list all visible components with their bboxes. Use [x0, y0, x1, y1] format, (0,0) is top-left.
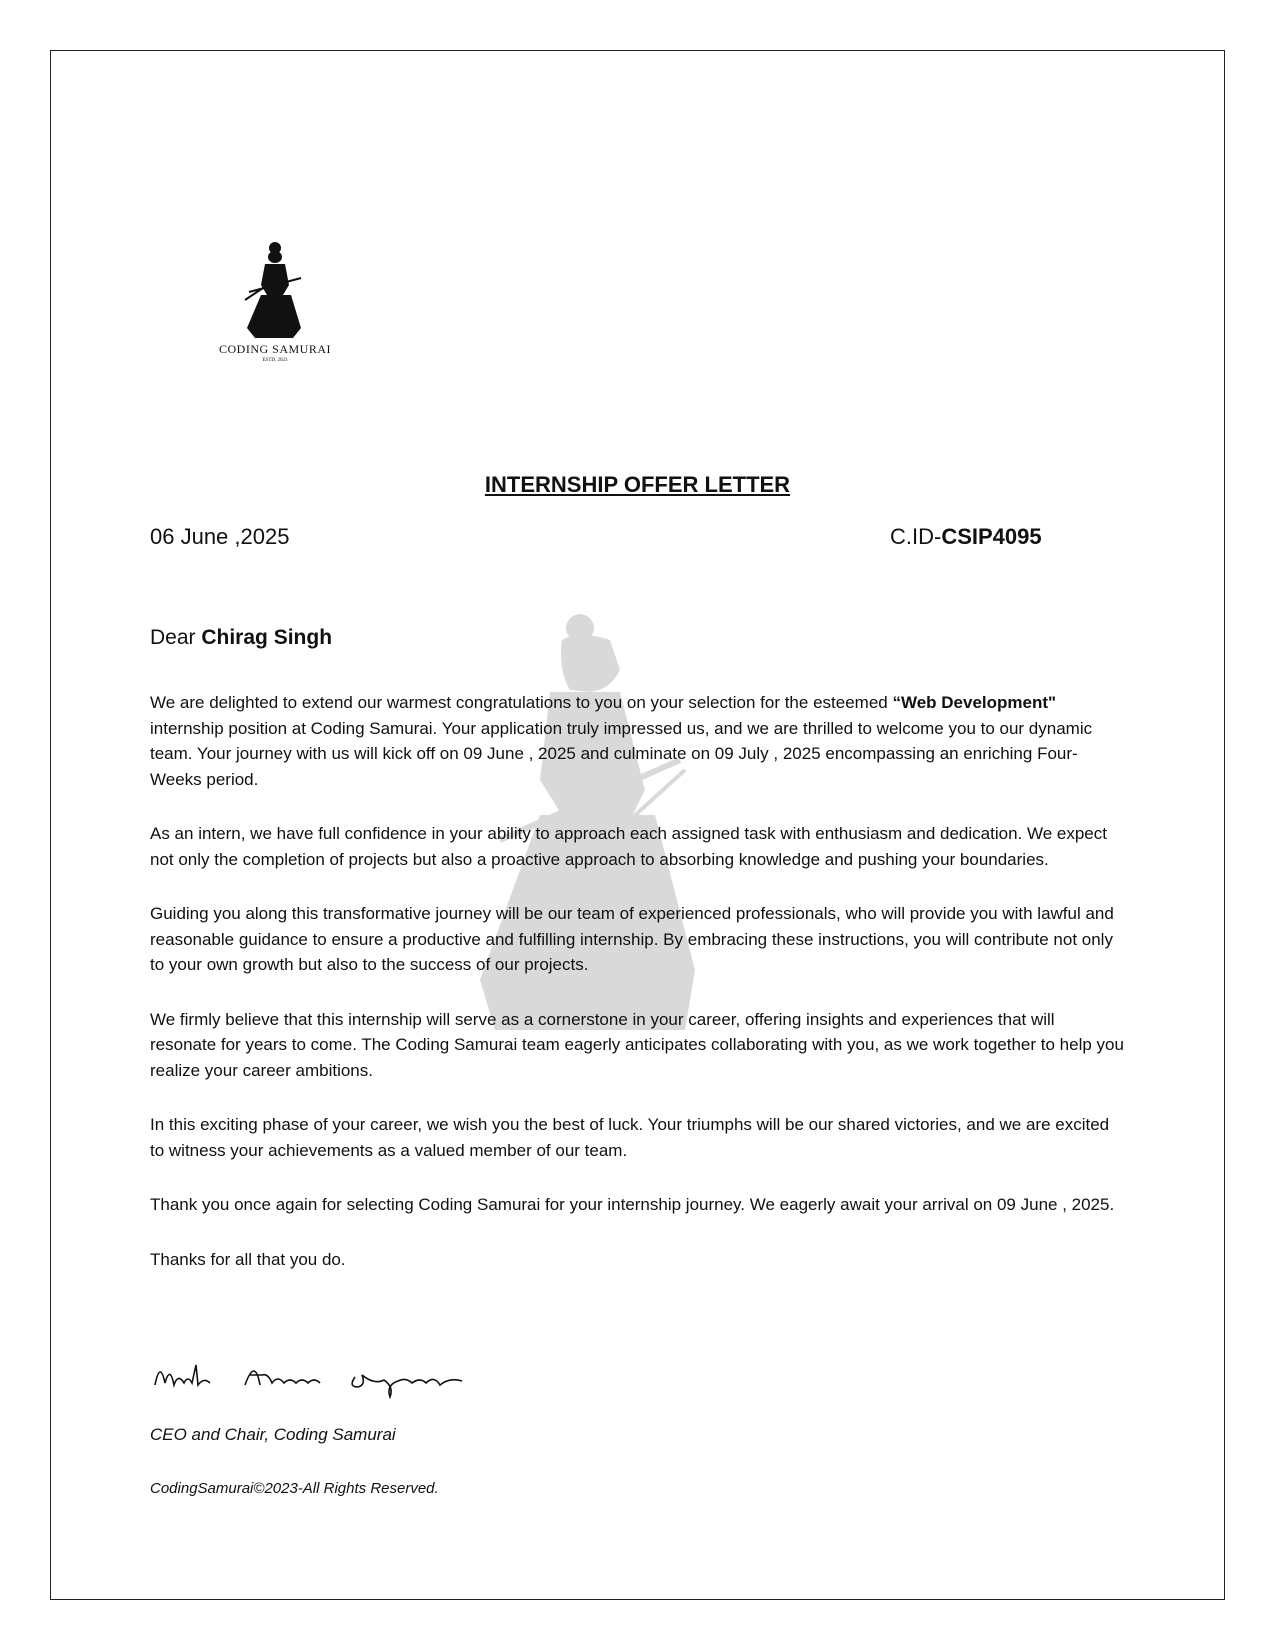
candidate-id	[890, 524, 1042, 550]
paragraph-5: In this exciting phase of your career, we wish you the best of luck. Your triumphs will be our shared victories, and we are excited to witness your achievements as a valued member of our team.	[150, 1115, 1110, 1160]
letter-date: 06 June ,2025	[150, 524, 290, 549]
paragraph-6: Thank you once again for selecting Coding Samurai for your internship journey. We eagerly await your arrival on 09 June , 2025.	[150, 1195, 1115, 1214]
company-logo	[205, 240, 345, 380]
paragraph-1	[150, 690, 1125, 792]
greeting	[150, 626, 332, 650]
letter-title: INTERNSHIP OFFER LETTER	[484, 472, 791, 497]
samurai-logo-icon	[235, 240, 315, 340]
signatory-role: CEO and Chair, Coding Samurai	[150, 1425, 396, 1444]
candidate-id-prefix: C.ID-	[890, 524, 942, 549]
paragraph-1-intro: We are delighted to extend our warmest congratulations to you on your selection for the esteemed	[150, 693, 893, 712]
recipient-name: Chirag Singh	[201, 626, 333, 649]
paragraph-2: As an intern, we have full confidence in your ability to approach each assigned task with enthusiasm and dedication. We expect not only the completion of projects but also a proactive approach to absorbing knowledge and pushing your boundaries.	[150, 824, 1107, 869]
logo-established: ESTD. 2023	[262, 358, 288, 363]
letter-body	[150, 690, 1125, 1301]
copyright-notice: CodingSamurai©2023-All Rights Reserved.	[150, 1480, 439, 1497]
greeting-salutation: Dear	[150, 626, 202, 649]
paragraph-7: Thanks for all that you do.	[150, 1249, 346, 1269]
paragraph-4: We firmly believe that this internship will serve as a cornerstone in your career, offering insights and experiences that will resonate for years to come. The Coding Samurai team eagerly anticipates collaborating with you, as we work together to help you realize your career ambitions.	[150, 1009, 1124, 1080]
paragraph-1-rest: internship position at Coding Samurai. Your application truly impressed us, and we are thrilled to welcome you to our dynamic team. Your journey with us will kick off on 09 June , 2025 and culminate on 09 July , 2025 encompassing an enriching Four-Weeks period.	[150, 718, 1093, 789]
logo-company-name: CODING SAMURAI	[218, 342, 331, 356]
paragraph-3: Guiding you along this transformative journey will be our team of experienced professionals, who will provide you with lawful and reasonable guidance to ensure a productive and fulfilling internship. By embracing these instructions, you will contribute not only to your own growth but also to the success of our projects.	[150, 904, 1114, 974]
candidate-id-value: CSIP4095	[941, 524, 1042, 549]
ceo-signature	[150, 1355, 500, 1400]
internship-role: “Web Development"	[892, 693, 1057, 712]
